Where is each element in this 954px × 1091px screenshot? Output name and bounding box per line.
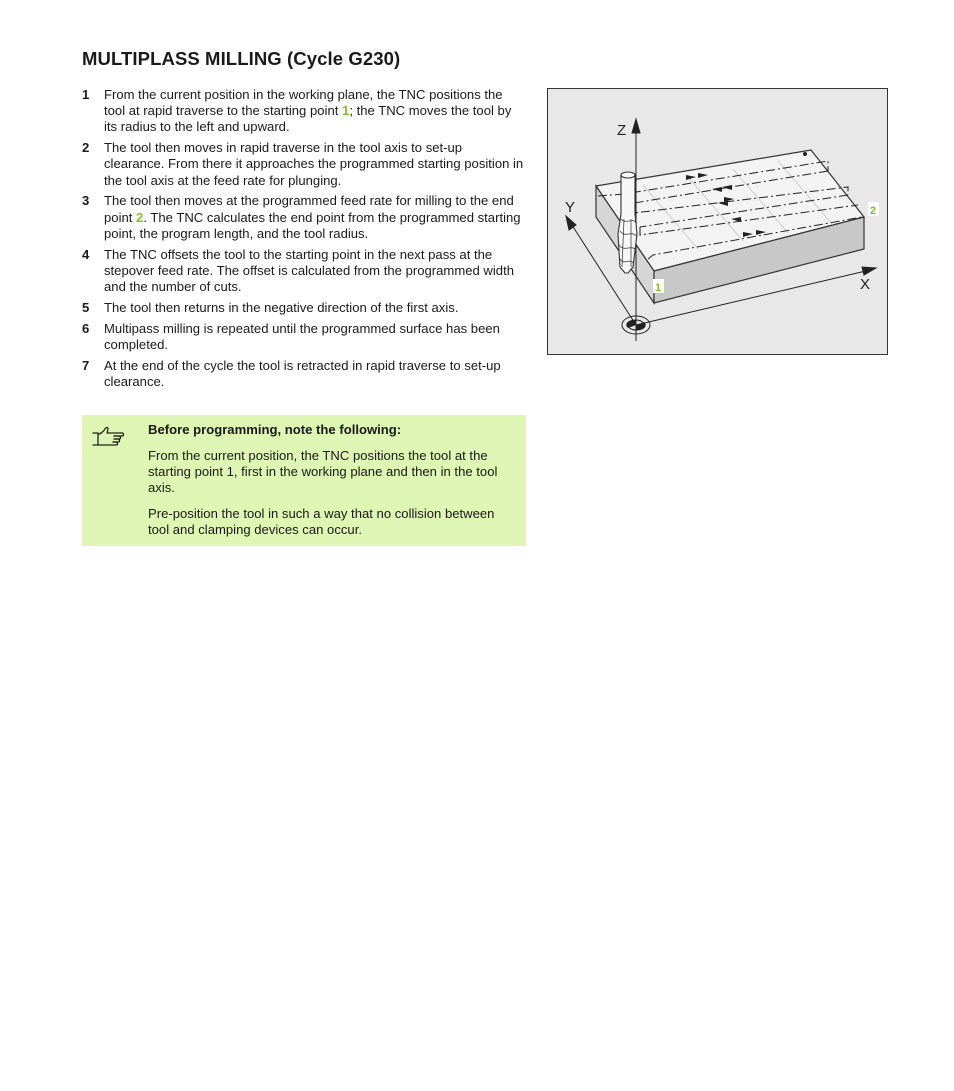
note-paragraph: From the current position, the TNC positions the tool at the starting point 1, first in the working plane and then in the tool axis. — [148, 447, 498, 496]
step-text: The TNC offsets the tool to the starting point in the next pass at the stepover feed rate. The offset is calculated from the programmed width and the number of cuts. — [104, 246, 514, 295]
note-heading: Before programming, note the following: — [148, 422, 402, 437]
step-text: ; the TNC moves the tool by its radius to the left and upward. — [104, 103, 512, 135]
note-box — [82, 415, 526, 546]
step-item — [82, 87, 526, 136]
step-number: 3 — [82, 193, 90, 209]
step-text: From the current position in the working plane, the TNC positions the tool at rapid traverse to the starting point — [104, 87, 503, 119]
end-point-marker: 2 — [870, 205, 877, 217]
step-item — [82, 140, 526, 189]
step-text: The tool then returns in the negative direction of the first axis. — [104, 299, 459, 315]
step-number: 2 — [82, 140, 90, 156]
step-text: The tool then moves at the programmed feed rate for milling to the end point — [104, 193, 514, 225]
step-text: At the end of the cycle the tool is retracted in rapid traverse to set-up clearance. — [104, 357, 501, 389]
start-point-marker: 1 — [655, 282, 662, 294]
step-text: The tool then moves in rapid traverse in the tool axis to set-up clearance. From there it approaches the programmed starting position in the tool axis at the feed rate for plunging. — [104, 140, 524, 188]
step-number: 1 — [82, 87, 90, 102]
note-paragraph: Pre-position the tool in such a way that no collision between tool and clamping devices can occur. — [148, 505, 495, 538]
x-axis-label: X — [860, 276, 871, 293]
step-text: . The TNC calculates the end point from the programmed starting point, the program length, and the tool radius. — [104, 209, 521, 241]
step-item — [82, 358, 526, 390]
step-number: 7 — [82, 357, 90, 373]
pointing-hand-icon — [92, 425, 128, 447]
note-body — [148, 422, 518, 548]
step-number: 5 — [82, 299, 90, 315]
milling-diagram — [547, 88, 888, 355]
step-list — [82, 87, 526, 395]
point-marker: 1 — [342, 103, 350, 119]
end-mill-tool — [618, 172, 637, 273]
step-number: 6 — [82, 320, 90, 336]
y-axis-label: Y — [565, 199, 576, 216]
step-item — [82, 247, 526, 296]
step-item — [82, 193, 526, 242]
page-title: MULTIPLASS MILLING (Cycle G230) — [82, 48, 401, 69]
z-axis-label: Z — [617, 122, 627, 139]
step-item — [82, 321, 526, 353]
step-number: 4 — [82, 246, 90, 262]
step-text: Multipass milling is repeated until the programmed surface has been completed. — [104, 320, 500, 352]
step-item — [82, 300, 526, 316]
point-marker: 2 — [136, 209, 144, 225]
